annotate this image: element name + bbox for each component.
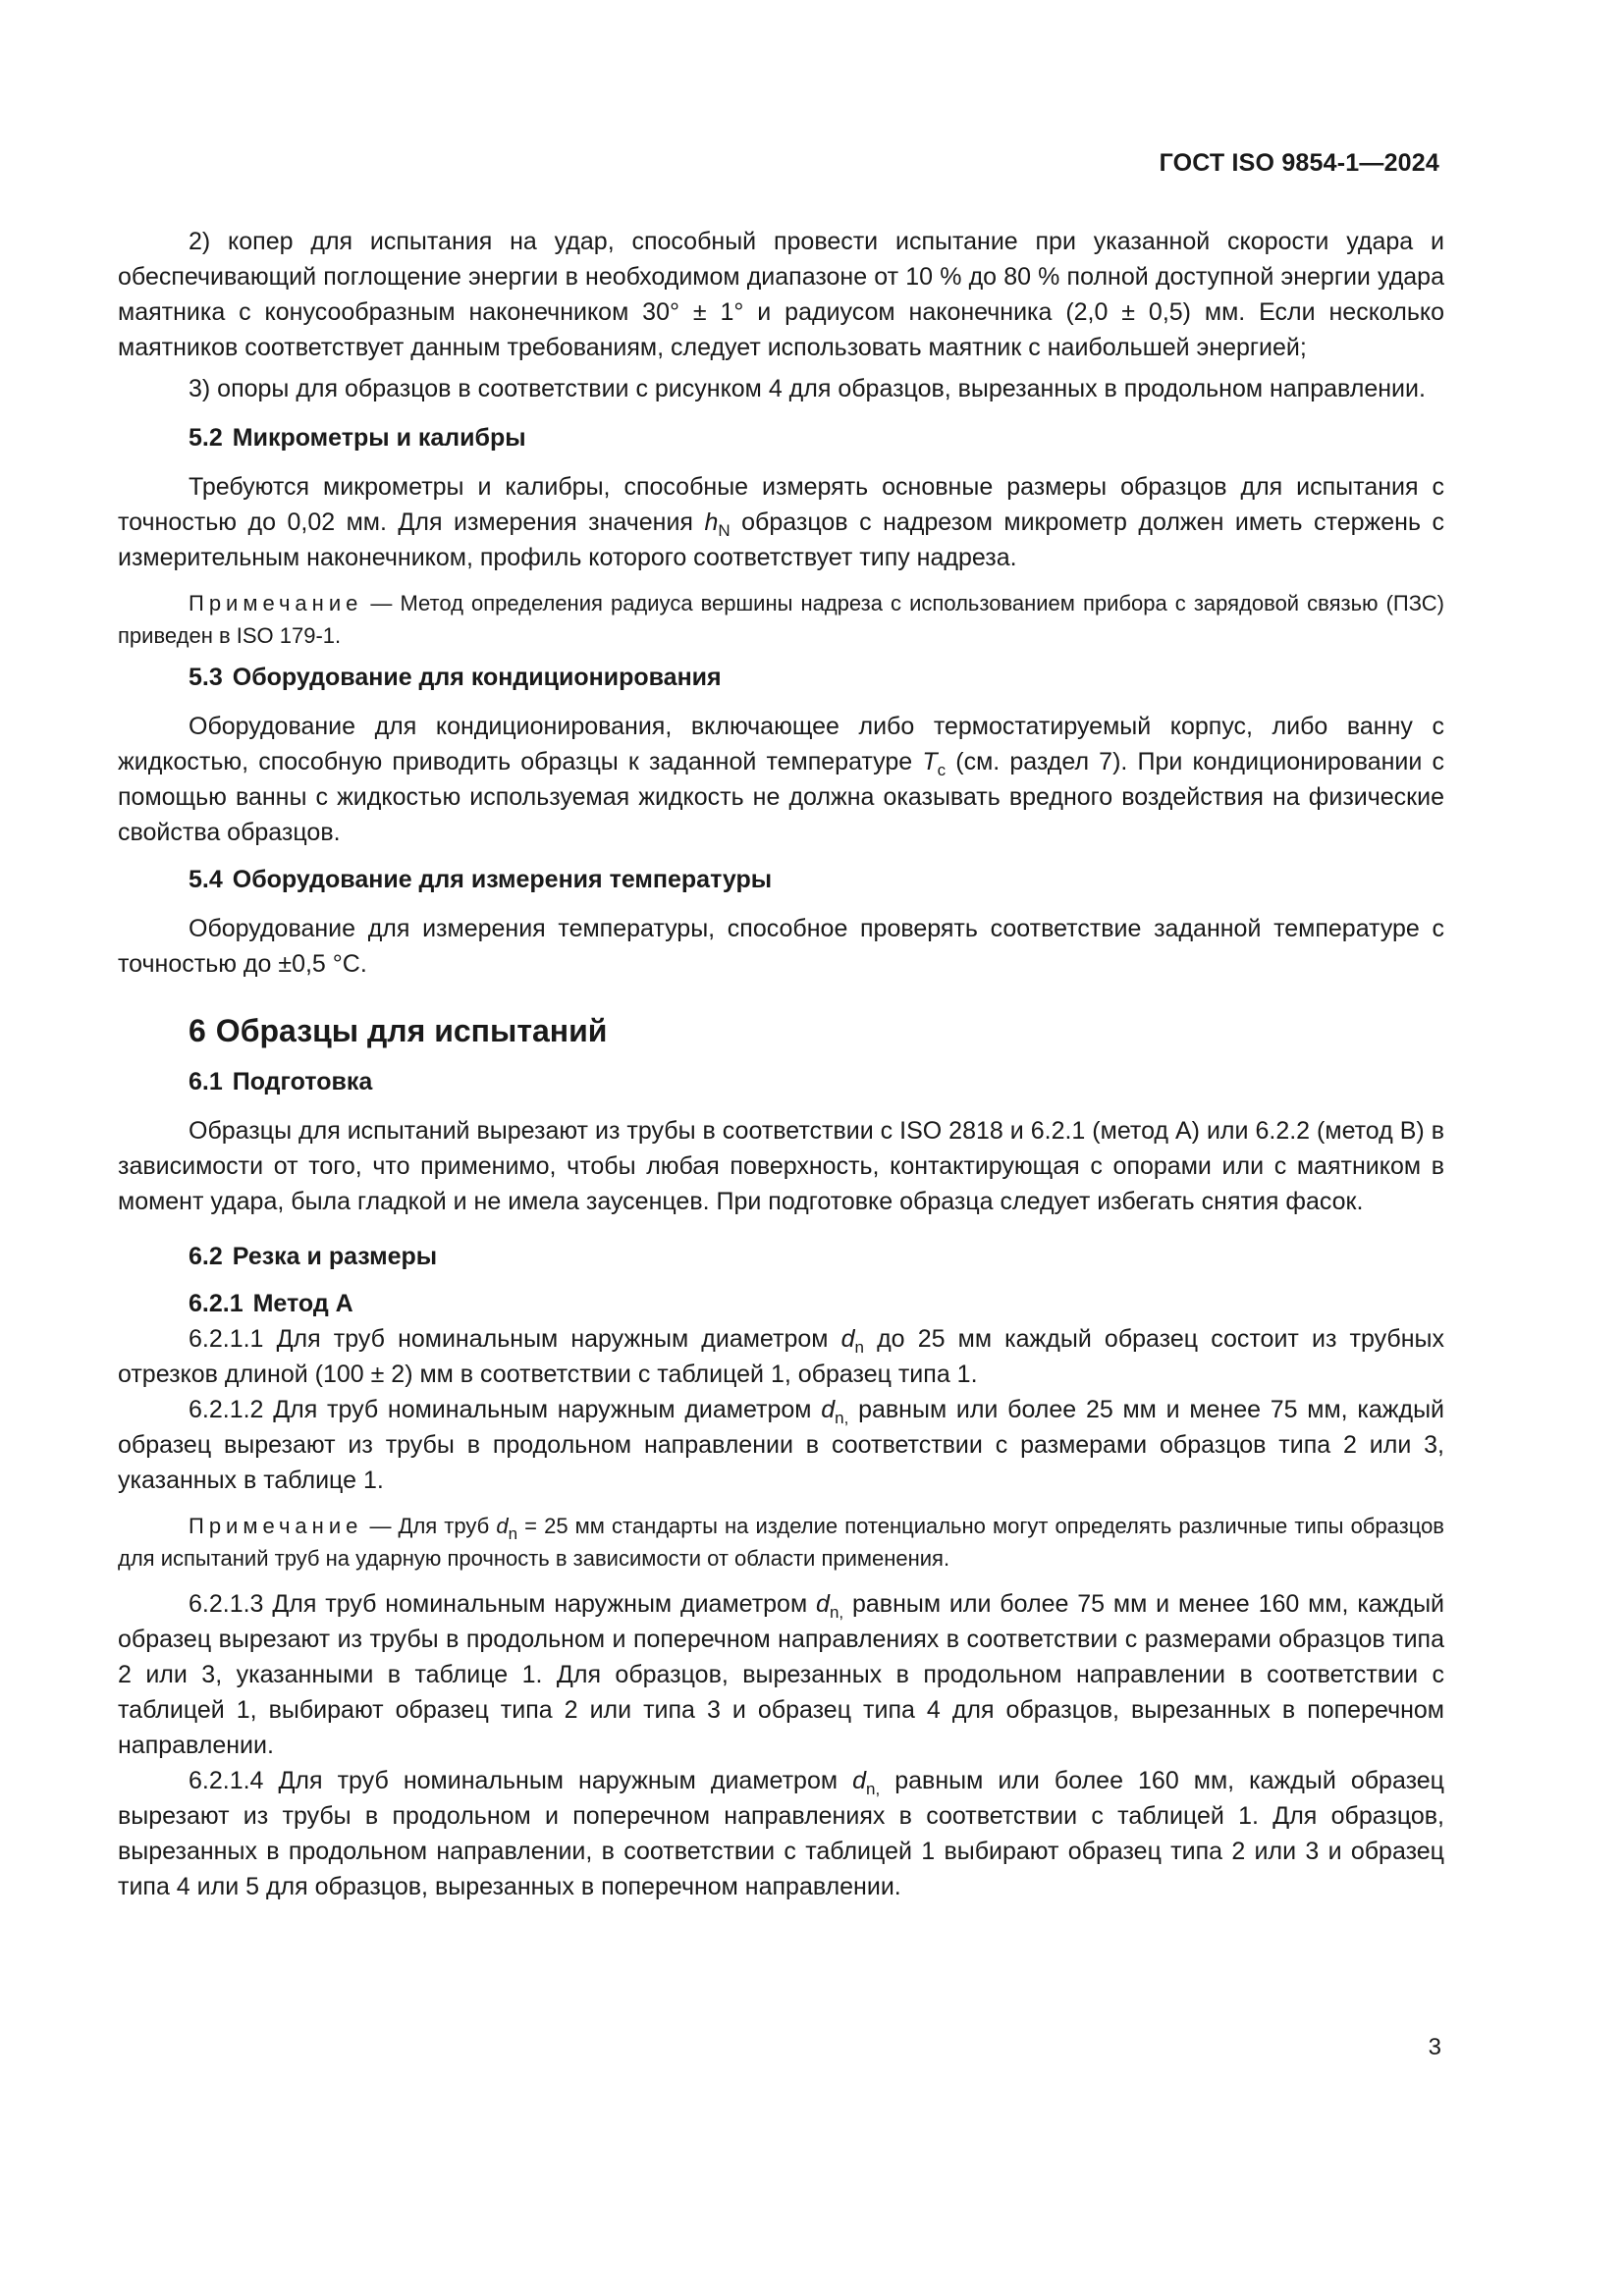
clause-6-2-1-3: 6.2.1.3 Для труб номинальным наружным диаметром $d_{n,}$ равным или более 75 мм и менее 160 мм, каждый образец вырезают из трубы в продольном и поперечном направлениях в соответствии с размерами образцов типа 2 или 3, указанными в таблице 1. Для образцов, вырезанных в продольном направлении в соответствии с таблицей 1, выбирают образец типа 2 или типа 3 и образец типа 4 для образцов, вырезанных в поперечном направлении. (118, 1590, 1444, 1759)
page-body (118, 224, 1444, 1904)
section-6-2-1-heading: 6.2.1 Метод А (189, 1290, 353, 1317)
clause-6-2-1-2-note: Примечание — Для труб $d_n = 25$ мм стандарты на изделие потенциально могут определять различные типы образцов для испытаний труб на ударную прочность в зависимости от области применения. (118, 1514, 1444, 1571)
section-6-1-paragraph: Образцы для испытаний вырезают из трубы в соответствии с ISO 2818 и 6.2.1 (метод А) или 6.2.2 (метод В) в зависимости от того, что применимо, чтобы любая поверхность, контактирующая с опорами или с маятником в момент удара, была гладкой и не имела заусенцев. При подготовке образца следует избегать снятия фасок. (118, 1117, 1444, 1215)
page-number: 3 (1428, 2034, 1441, 2060)
document-id: ГОСТ ISO 9854-1—2024 (1159, 149, 1439, 177)
list-item-2: 2) копер для испытания на удар, способный провести испытание при указанной скорости удара и обеспечивающий поглощение энергии в необходимом диапазоне от 10 % до 80 % полной доступной энергии удара маятника с конусообразным наконечником 30° ± 1° и радиусом наконечника (2,0 ± 0,5) мм. Если несколько маятников соответствует данным требованиям, следует использовать маятник с наибольшей энергией; (118, 228, 1444, 361)
clause-6-2-1-2: 6.2.1.2 Для труб номинальным наружным диаметром $d_{n,}$ равным или более 25 мм и менее 75 мм, каждый образец вырезают из трубы в продольном направлении в соответствии с размерами образцов типа 2 или 3, указанных в таблице 1. (118, 1396, 1445, 1494)
clause-6-2-1-1: 6.2.1.1 Для труб номинальным наружным диаметром $d_n$ до 25 мм каждый образец состоит из трубных отрезков длиной (100 ± 2) мм в соответствии с таблицей 1, образец типа 1. (118, 1325, 1445, 1388)
section-5-3-heading: 5.3 Оборудование для кондиционирования (189, 664, 722, 691)
list-item-3: 3) опоры для образцов в соответствии с рисунком 4 для образцов, вырезанных в продольном направлении. (189, 375, 1426, 402)
section-6-2-heading: 6.2 Резка и размеры (189, 1243, 438, 1270)
section-5-2-paragraph: Требуются микрометры и калибры, способные измерять основные размеры образцов для испытания с точностью до 0,02 мм. Для измерения значения $h_N$ образцов с надрезом микрометр должен иметь стержень с измерительным наконечником, профиль которого соответствует типу надреза. (118, 473, 1444, 571)
section-5-3-paragraph: Оборудование для кондиционирования, включающее либо термостатируемый корпус, либо ванну с жидкостью, способную приводить образцы к заданной температуре $T_c$ (см. раздел 7). При кондиционировании с помощью ванны с жидкостью используемая жидкость не должна оказывать вредного воздействия на физические свойства образцов. (118, 713, 1444, 846)
section-6-heading: 6 Образцы для испытаний (189, 1013, 608, 1048)
section-5-4-paragraph: Оборудование для измерения температуры, способное проверять соответствие заданной температуре с точностью до ±0,5 °C. (118, 915, 1444, 978)
section-5-2-heading: 5.2 Микрометры и калибры (189, 424, 526, 452)
clause-6-2-1-4: 6.2.1.4 Для труб номинальным наружным диаметром $d_{n,}$ равным или более 160 мм, каждый образец вырезают из трубы в продольном и поперечном направлениях в соответствии с таблицей 1. Для образцов, вырезанных в продольном направлении, в соответствии с таблицей 1 выбирают образец типа 2 или 3 и образец типа 4 или 5 для образцов, вырезанных в поперечном направлении. (118, 1767, 1444, 1900)
section-5-2-note: Примечание — Метод определения радиуса вершины надреза с использованием прибора с зарядовой связью (ПЗС) приведен в ISO 179-1. (118, 591, 1444, 648)
section-6-1-heading: 6.1 Подготовка (189, 1068, 373, 1095)
section-5-4-heading: 5.4 Оборудование для измерения температуры (189, 866, 773, 893)
